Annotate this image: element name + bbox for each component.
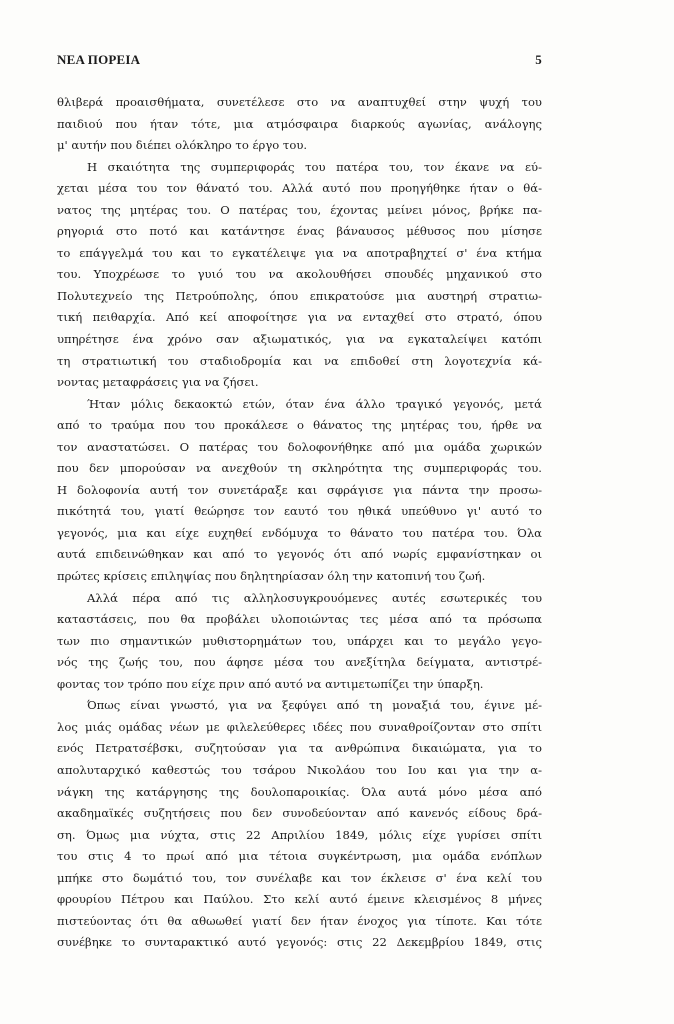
text-line: υπηρέτησε ένα χρόνο σαν αξιωματικός, για να εγκαταλείψει κατόπι [57,332,542,347]
text-line: πιστεύοντας ότι θα αθωωθεί γιατί δεν ήταν ένοχος για τίποτε. Και τότε [57,913,542,928]
text-line: ρηγοριά στο ποτό και κατάντησε ένας βάναυσος μέθυσος που μίσησε [57,224,542,239]
text-line: το επάγγελμά του και το εγκατέλειψε για να αποτραβηχτεί σ' ένα κτήμα [57,245,542,260]
text-line: του. Υποχρέωσε το γυιό του να ακολουθήσει σπουδές μηχανικού στο [57,267,542,282]
text-line: φοντας τον τρόπο που είχε πριν από αυτό να αντιμετωπίζει την ύπαρξη. [57,676,484,691]
text-line: λος μιάς ομάδας νέων με φιλελεύθερες ιδέες που συναθροίζονταν στο σπίτι [57,719,542,734]
text-line: Πολυτεχνείο της Πετρούπολης, όπου επικρατούσε μια αυστηρή στρατιω- [57,288,542,303]
text-line: μ' αυτήν που διέπει ολόκληρο το έργο του. [57,138,308,153]
text-line: Η δολοφονία αυτή τον συνετάραξε και σφράγισε για πάντα την προσω- [57,482,542,497]
text-line: νός της ζωής του, που άφησε μέσα του ανεξίτηλα δείγματα, αντιστρέ- [57,655,542,670]
text-line: του στις 4 το πρωί από μια τέτοια συγκέντρωση, μια ομάδα ενόπλων [57,849,542,864]
text-line: συνέβηκε το συνταρακτικό αυτό γεγονός: στις 22 Δεκεμβρίου 1849, στις [57,935,542,950]
text-line: πρώτες κρίσεις επιληψίας που δηλητηρίασαν όλη την κατοπινή του ζωή. [57,569,486,584]
text-line: Όπως είναι γνωστό, για να ξεφύγει από τη μοναξιά του, έγινε μέ- [87,698,542,713]
text-line: που δεν μπορούσαν να ανεχθούν τη σκληρότητα της συμπεριφοράς του. [57,461,542,476]
body-text [57,92,542,954]
text-line: τον αναστατώσει. Ο πατέρας του δολοφονήθηκε από μια ομάδα χωρικών [57,439,542,454]
text-line: Ήταν μόλις δεκαοκτώ ετών, όταν ένα άλλο τραγικό γεγονός, μετά [87,396,542,411]
text-line: καταστάσεις, που θα προβάλει υλοποιώντας τες μέσα από τα πρόσωπα [57,612,542,627]
text-line: γεγονός, μια και είχε ευχηθεί ενδόμυχα το θάνατο του πατέρα του. Όλα [57,525,542,540]
text-line: από το τραύμα που του προκάλεσε ο θάνατος της μητέρας του, ήρθε να [57,418,542,433]
text-line: απολυταρχικό καθεστώς του τσάρου Νικολάου του Ιου και για την α- [57,762,542,777]
text-line: μπήκε στο δωμάτιό του, τον συνέλαβε και τον έκλεισε σ' ένα κελί του [57,870,542,885]
text-line: ακαδημαϊκές συζητήσεις που δεν συνοδεύονταν από κανενός είδους δρά- [57,806,542,821]
text-line: νοντας μεταφράσεις για να ζήσει. [57,375,259,390]
text-line: φρουρίου Πέτρου και Παύλου. Στο κελί αυτό έμεινε κλεισμένος 8 μήνες [57,892,542,907]
text-line: παιδιού που ήταν τότε, μια ατμόσφαιρα διαρκούς αγωνίας, ανάλογης [57,116,542,131]
text-line: αυτά επιδεινώθηκαν και από το γεγονός ότι από νωρίς εμφανίστηκαν οι [57,547,542,562]
text-line: πικότητά του, γιατί θεώρησε τον εαυτό του ηθικά υπεύθυνο γι' αυτό το [57,504,542,519]
text-line: τη στρατιωτική του σταδιοδρομία και να επιδοθεί στη λογοτεχνία κά- [57,353,542,368]
text-line: ενός Πετρατσέβσκι, συζητούσαν για τα ανθρώπινα δικαιώματα, για το [57,741,542,756]
text-line: νατος της μητέρας του. Ο πατέρας του, έχοντας μείνει μόνος, βρήκε πα- [57,202,542,217]
text-line: Αλλά πέρα από τις αλληλοσυγκρουόμενες αυτές εσωτερικές του [87,590,542,605]
text-line: θλιβερά προαισθήματα, συνετέλεσε στο να αναπτυχθεί στην ψυχή του [57,95,542,109]
text-line: Η σκαιότητα της συμπεριφοράς του πατέρα του, τον έκανε να εύ- [87,159,542,174]
running-head [57,52,542,72]
text-line: χεται μέσα του τον θάνατό του. Αλλά αυτό που προηγήθηκε ήταν ο θά- [57,181,542,196]
page-number: 5 [535,52,542,67]
text-line: ση. Όμως μια νύχτα, στις 22 Απριλίου 1849, μόλις είχε γυρίσει σπίτι [57,827,542,842]
text-line: των πιο σημαντικών μυθιστορημάτων του, υπάρχει και το μεγάλο γεγο- [57,633,542,648]
text-line: νάγκη της κατάργησης της δουλοπαροικίας. Όλα αυτά μόνο μέσα από [57,784,542,799]
running-title: ΝΕΑ ΠΟΡΕΙΑ [57,52,141,67]
text-line: τική πειθαρχία. Από κεί αποφοίτησε για να ενταχθεί στο στρατό, όπου [57,310,542,325]
